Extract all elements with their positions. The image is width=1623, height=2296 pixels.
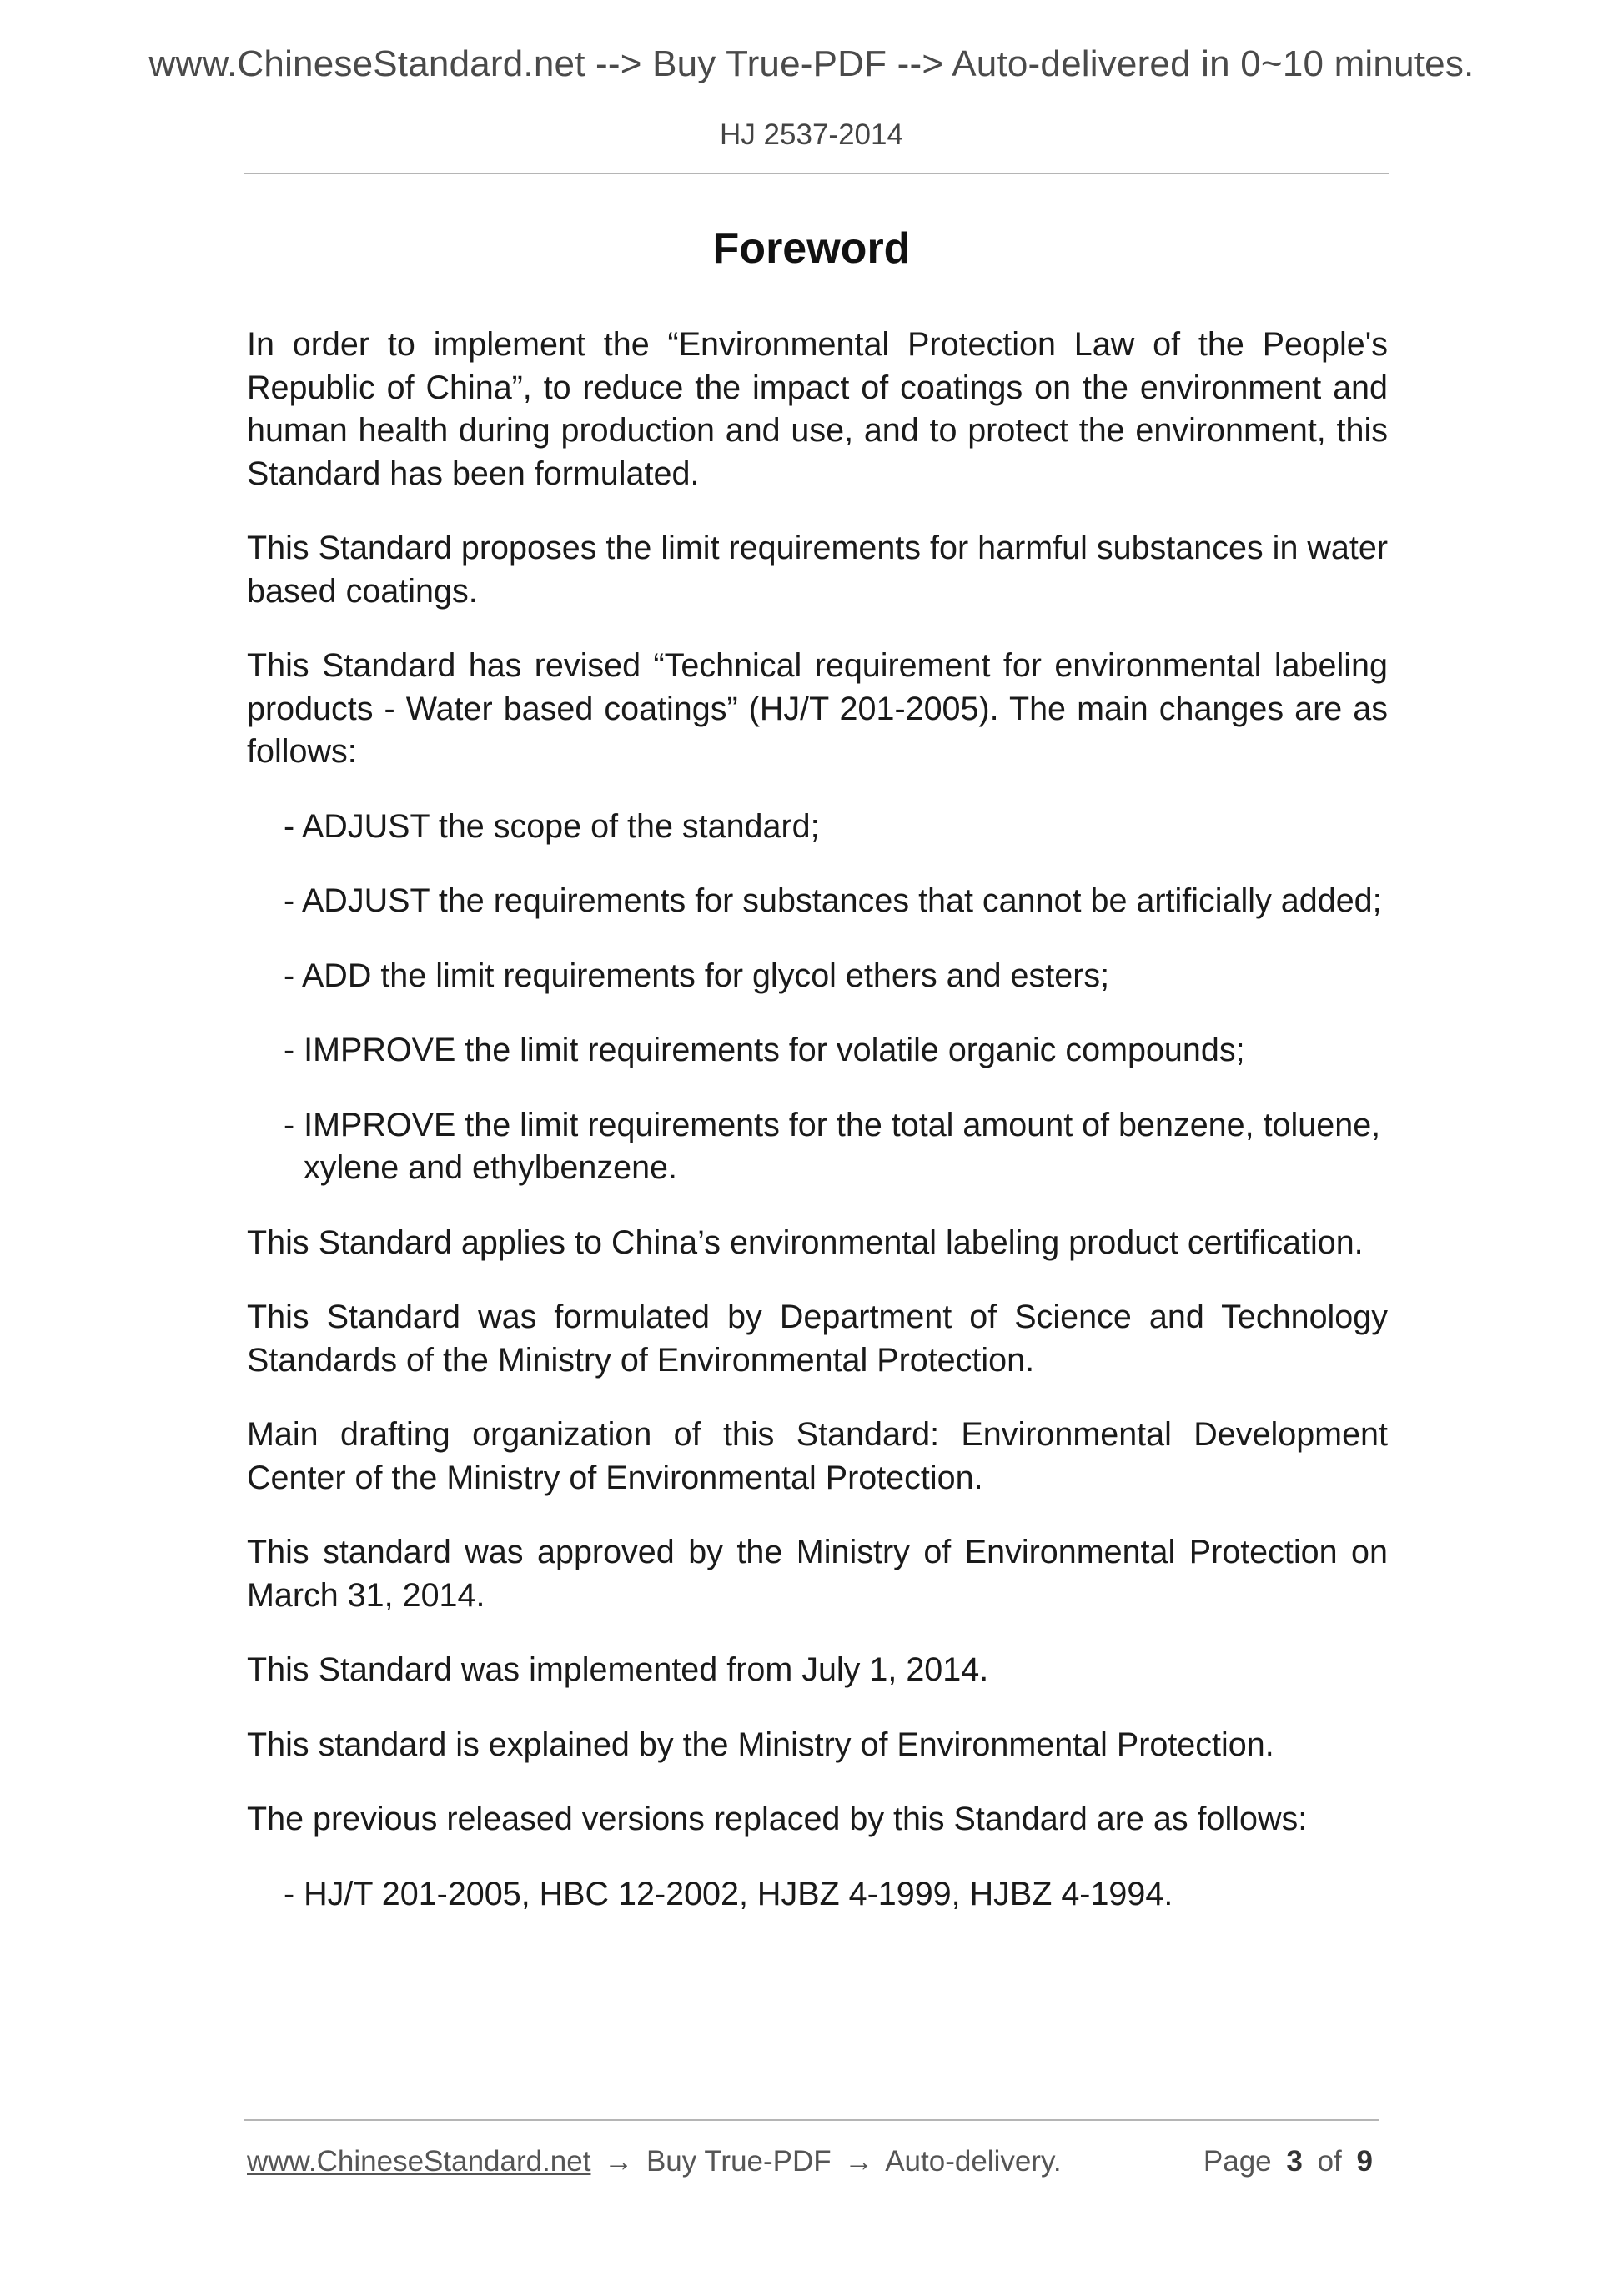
previous-versions-item: - HJ/T 201-2005, HBC 12-2002, HJBZ 4-1999, HJBZ 4-1994. — [284, 1875, 1173, 1912]
paragraph-purpose: In order to implement the “Environmental Protection Law of the People's Republic of China”, to reduce the impact of coatings on the environment and human health during production and use, and to protect the environment, this Standard has been formulated. — [247, 326, 1388, 492]
page-of-label: of — [1317, 2145, 1342, 2178]
page-indicator — [1203, 2145, 1379, 2178]
foreword-body — [247, 324, 1388, 1947]
top-banner: www.ChineseStandard.net --> Buy True-PDF --> Auto-delivered in 0~10 minutes. — [148, 43, 1475, 84]
paragraph-approval: This standard was approved by the Ministry of Environmental Protection on March 31, 2014. — [247, 1534, 1388, 1614]
arrow-right-icon: → — [604, 2145, 634, 2178]
change-item: - IMPROVE the limit requirements for volatile organic compounds; — [284, 1032, 1245, 1068]
paragraph-scope: This Standard proposes the limit requirements for harmful substances in water based coatings. — [247, 530, 1388, 610]
paragraph-explained-by: This standard is explained by the Ministry of Environmental Protection. — [247, 1726, 1274, 1763]
change-item: - ADD the limit requirements for glycol ethers and esters; — [284, 957, 1110, 994]
footer-divider — [244, 2119, 1379, 2121]
change-item: - ADJUST the requirements for substances that cannot be artificially added; — [284, 882, 1382, 919]
paragraph-drafting-org: Main drafting organization of this Standard: Environmental Development Center of the Ministry of Environmental Protection. — [247, 1416, 1388, 1496]
page-title: Foreword — [712, 224, 911, 273]
header-divider — [244, 173, 1389, 174]
document-code: HJ 2537-2014 — [720, 118, 903, 151]
paragraph-application: This Standard applies to China’s environmental labeling product certification. — [247, 1223, 1364, 1261]
footer-left — [247, 2145, 1062, 2178]
change-item: - IMPROVE the limit requirements for the total amount of benzene, toluene, xylene and ethylbenzene. — [284, 1106, 1381, 1186]
paragraph-implementation: This Standard was implemented from July 1, 2014. — [247, 1651, 989, 1688]
paragraph-previous-versions: The previous released versions replaced by this Standard are as follows: — [247, 1801, 1308, 1837]
site-link[interactable]: www.ChineseStandard.net — [247, 2145, 591, 2178]
page-footer — [247, 2145, 1379, 2178]
arrow-right-icon: → — [844, 2145, 874, 2178]
delivery-text: Auto-delivery. — [885, 2145, 1062, 2178]
page-label: Page — [1203, 2145, 1272, 2178]
page-total: 9 — [1356, 2145, 1373, 2178]
page-current: 3 — [1286, 2145, 1303, 2178]
paragraph-formulated-by: This Standard was formulated by Department of Science and Technology Standards of the Ministry of Environmental Protection. — [247, 1299, 1388, 1379]
change-item: - ADJUST the scope of the standard; — [284, 807, 820, 845]
buy-text: Buy True-PDF — [646, 2145, 832, 2178]
paragraph-revision: This Standard has revised “Technical requirement for environmental labeling products - Water based coatings” (HJ/T 201-2005). The main changes are as follows: — [247, 647, 1388, 770]
